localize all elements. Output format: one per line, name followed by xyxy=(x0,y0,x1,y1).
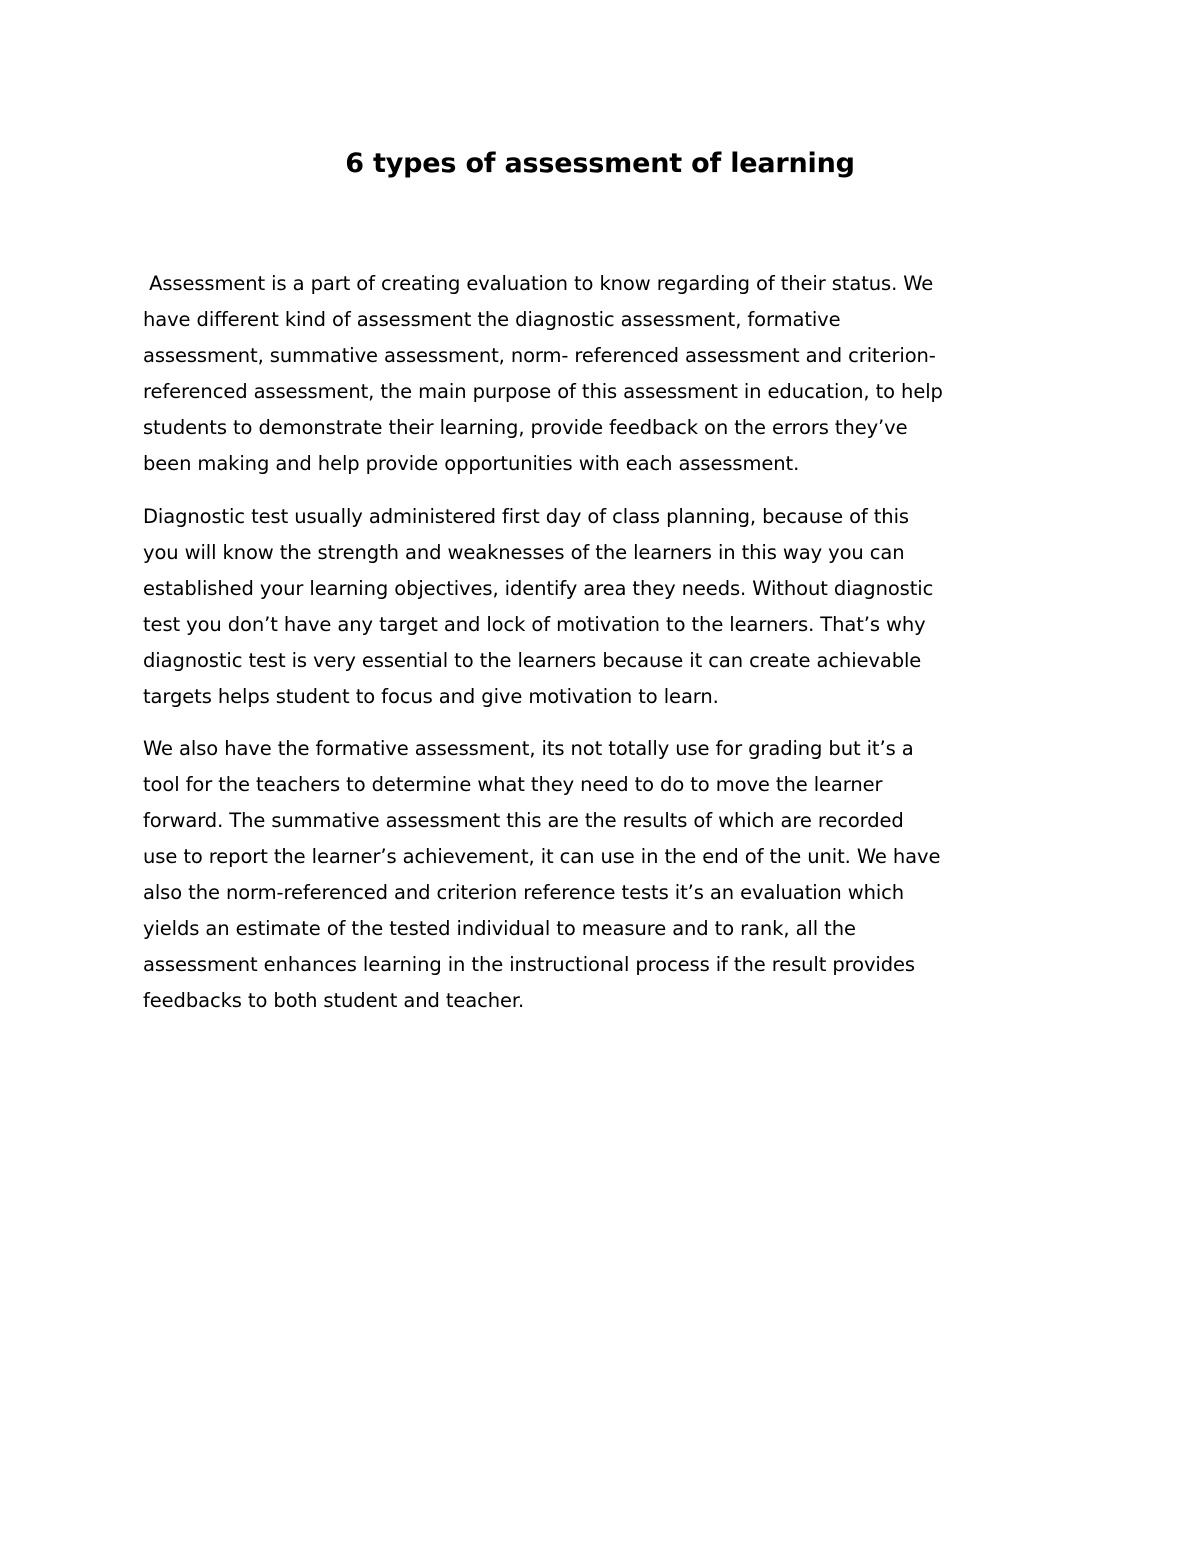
paragraph-line: tool for the teachers to determine what they need to do to move the learner xyxy=(143,773,883,796)
document-title: 6 types of assessment of learning xyxy=(345,148,855,179)
paragraph-intro xyxy=(143,266,1073,482)
paragraph-diagnostic xyxy=(143,499,1073,715)
paragraph-line: also the norm-referenced and criterion reference tests it’s an evaluation which xyxy=(143,881,905,904)
paragraph-line: Assessment is a part of creating evaluation to know regarding of their status. We xyxy=(143,272,934,295)
paragraph-line: established your learning objectives, identify area they needs. Without diagnostic xyxy=(143,577,934,600)
paragraph-line: referenced assessment, the main purpose of this assessment in education, to help xyxy=(143,380,943,403)
paragraph-line: We also have the formative assessment, its not totally use for grading but it’s a xyxy=(143,737,914,760)
paragraph-line: diagnostic test is very essential to the learners because it can create achievable xyxy=(143,649,922,672)
paragraph-line: targets helps student to focus and give motivation to learn. xyxy=(143,685,719,708)
paragraph-line: students to demonstrate their learning, provide feedback on the errors they’ve xyxy=(143,416,908,439)
paragraph-line: you will know the strength and weaknesses of the learners in this way you can xyxy=(143,541,905,564)
paragraph-line: forward. The summative assessment this are the results of which are recorded xyxy=(143,809,904,832)
paragraph-line: assessment enhances learning in the instructional process if the result provides xyxy=(143,953,915,976)
paragraph-line: been making and help provide opportunities with each assessment. xyxy=(143,452,800,475)
paragraph-line: yields an estimate of the tested individual to measure and to rank, all the xyxy=(143,917,856,940)
paragraph-line: use to report the learner’s achievement, it can use in the end of the unit. We have xyxy=(143,845,941,868)
paragraph-line: assessment, summative assessment, norm- referenced assessment and criterion- xyxy=(143,344,936,367)
paragraph-line: test you don’t have any target and lock of motivation to the learners. That’s why xyxy=(143,613,926,636)
paragraph-formative-summative xyxy=(143,731,1073,1019)
paragraph-line: Diagnostic test usually administered first day of class planning, because of this xyxy=(143,505,909,528)
paragraph-line: feedbacks to both student and teacher. xyxy=(143,989,525,1012)
paragraph-line: have different kind of assessment the diagnostic assessment, formative xyxy=(143,308,841,331)
